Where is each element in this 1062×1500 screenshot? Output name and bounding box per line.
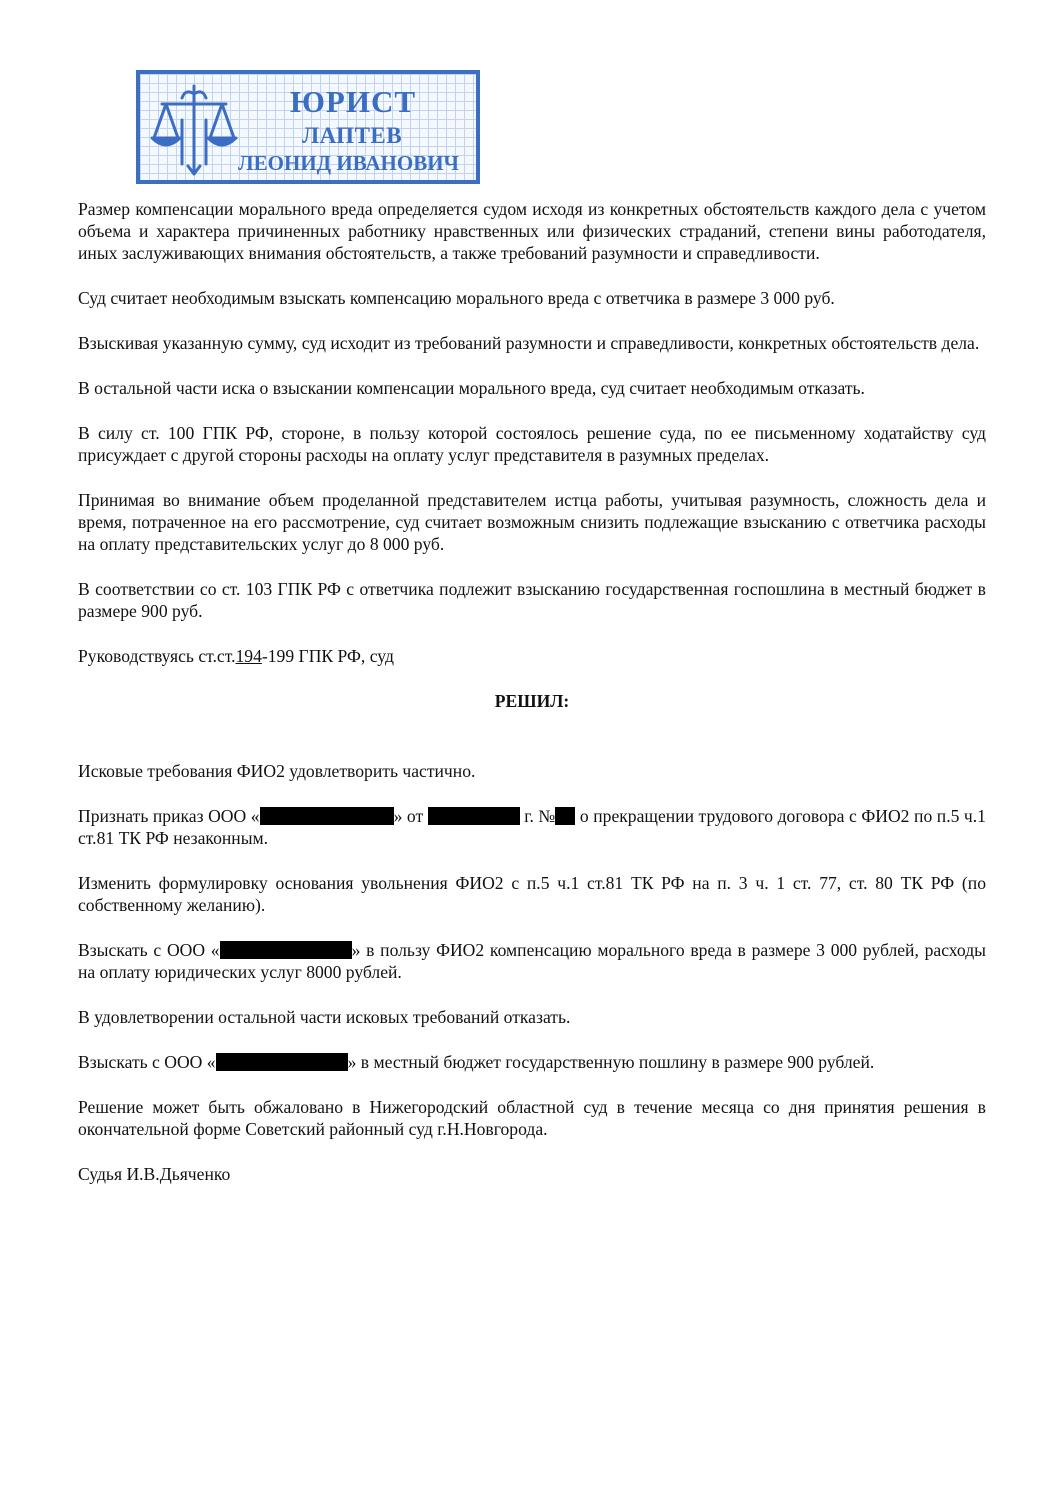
guided-prefix: Руководствуясь ст.ст. [78,646,236,666]
decision-change-wording: Изменить формулировку основания увольнения ФИО2 с п.5 ч.1 ст.81 ТК РФ на п. 3 ч. 1 ст. 77, ст. 80 ТК РФ (по собственному желанию). [78,873,986,915]
redacted-company-name [216,1053,348,1071]
redacted-company-name [260,807,394,825]
paragraph-moral-damage: Размер компенсации морального вреда определяется судом исходя из конкретных обстоятельств каждого дела с учетом объема и характера причиненных работнику нравственных или физических страданий, степени вины работодателя, иных заслуживающих внимания обстоятельств, а также требований разумности и справедливости. [78,199,986,263]
logo [136,70,480,184]
guided-suffix: -199 ГПК РФ, суд [261,646,394,666]
article-194-link[interactable]: 194 [235,646,262,666]
logo-surname: ЛАПТЕВ [302,123,403,148]
redacted-order-number [555,807,575,825]
redacted-company-name [220,941,352,959]
document-body [78,198,986,1208]
paragraph-refusal: В остальной части иска о взыскании компенсации морального вреда, суд считает необходимым отказать. [78,378,865,398]
decision-partial: Исковые требования ФИО2 удовлетворить частично. [78,761,476,781]
judge-signature: Судья И.В.Дьяченко [78,1164,231,1184]
decision-appeal: Решение может быть обжаловано в Нижегородский областной суд в течение месяца со дня принятия решения в окончательной форме Советский районный суд г.Н.Новгорода. [78,1097,986,1139]
paragraph-compensation: Суд считает необходимым взыскать компенсацию морального вреда с ответчика в размере 3 000 руб. [78,288,835,308]
decision-collect-damages [78,939,986,983]
decision-collect-text-a: Взыскать с ООО « [78,940,220,960]
decision-heading: РЕШИЛ: [494,691,570,711]
decision-order-text-d: о прекращении трудового договора с ФИО2 по п.5 ч.1 ст.81 ТК РФ незаконным. [78,806,986,848]
decision-order-text-b: » от [393,806,428,826]
paragraph-article-103: В соответствии со ст. 103 ГПК РФ с ответчика подлежит взысканию государственная госпошлина в местный бюджет в размере 900 руб. [78,579,986,621]
decision-order-unlawful [78,805,986,849]
decision-order-text-a: Признать приказ ООО « [78,806,260,826]
decision-refuse-rest: В удовлетворении остальной части исковых требований отказать. [78,1007,571,1027]
decision-duty-text-a: Взыскать с ООО « [78,1052,216,1072]
decision-state-duty [78,1051,986,1073]
decision-collect-text-b: » в пользу ФИО2 компенсацию морального вреда в размере 3 000 рублей, расходы на оплату юридических услуг 8000 рублей. [78,940,986,982]
scales-of-justice-icon [148,80,240,180]
logo-name: ЛЕОНИД ИВАНОВИЧ [238,151,459,175]
paragraph-article-100: В силу ст. 100 ГПК РФ, стороне, в пользу которой состоялось решение суда, по ее письменному ходатайству суд присуждает с другой стороны расходы на оплату услуг представителя в разумных пределах. [78,423,986,465]
decision-duty-text-b: » в местный бюджет государственную пошлину в размере 900 рублей. [347,1052,875,1072]
paragraph-representative-costs: Принимая во внимание объем проделанной представителем истца работы, учитывая разумность, сложность дела и время, потраченное на его рассмотрение, суд считает возможным снизить подлежащие взысканию с ответчика расходы на оплату представительских услуг до 8 000 руб. [78,490,986,554]
redacted-date [428,807,520,825]
paragraph-guided [78,645,986,667]
logo-title: ЮРИСТ [290,84,417,119]
decision-order-text-c: г. № [519,806,556,826]
paragraph-reasoning: Взыскивая указанную сумму, суд исходит из требований разумности и справедливости, конкретных обстоятельств дела. [78,333,980,353]
